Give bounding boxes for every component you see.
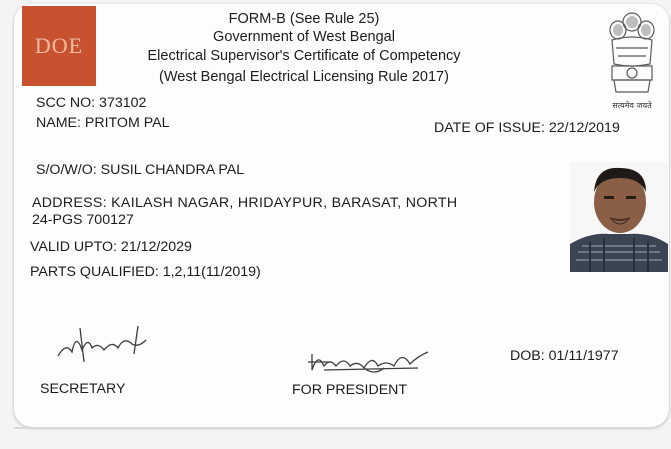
parts-qualified: PARTS QUALIFIED: 1,2,11(11/2019) [30, 264, 261, 280]
holder-name: NAME: PRITOM PAL [36, 115, 170, 131]
certificate-card [14, 4, 669, 427]
address-line-2: 24-PGS 700127 [32, 212, 134, 228]
scc-number: SCC NO: 373102 [36, 95, 147, 111]
ashoka-lion-icon [604, 8, 660, 100]
date-of-issue: DATE OF ISSUE: 22/12/2019 [434, 120, 620, 136]
emblem-caption: सत्यमेव जयते [612, 101, 652, 110]
secretary-signature [54, 322, 154, 366]
holder-photo [570, 162, 668, 272]
government-title: Government of West Bengal [213, 29, 395, 45]
date-of-birth: DOB: 01/11/1977 [510, 348, 619, 364]
president-signature [304, 342, 434, 382]
form-title: FORM-B (See Rule 25) [228, 11, 380, 27]
logo-text: DOE [34, 33, 84, 58]
valid-upto: VALID UPTO: 21/12/2029 [30, 239, 192, 255]
president-label: FOR PRESIDENT [292, 382, 408, 398]
secretary-label: SECRETARY [40, 381, 126, 397]
relation: S/O/W/O: SUSIL CHANDRA PAL [36, 162, 245, 178]
rule-title: (West Bengal Electrical Licensing Rule 2017) [159, 69, 449, 85]
address-line-1: ADDRESS: KAILASH NAGAR, HRIDAYPUR, BARASAT, NORTH [32, 195, 458, 211]
certificate-title: Electrical Supervisor's Certificate of Competency [147, 48, 461, 64]
person-photo-icon [570, 162, 668, 272]
card-edge [14, 427, 654, 429]
national-emblem [604, 8, 660, 112]
doe-logo [22, 6, 96, 86]
